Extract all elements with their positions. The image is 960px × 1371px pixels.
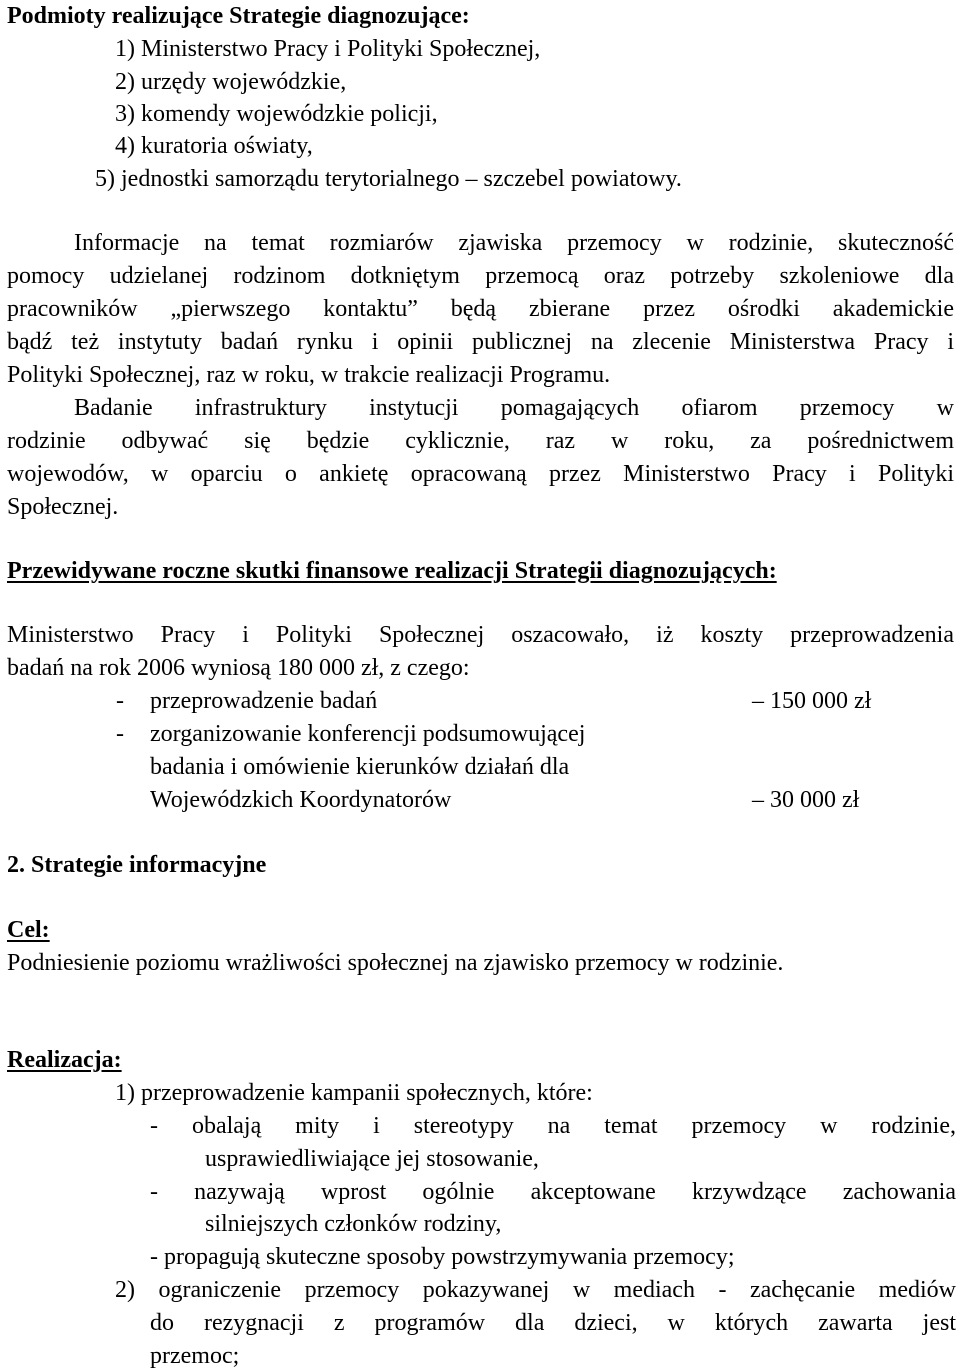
cost-item-dash: - [116,721,124,747]
paragraph-line: rodzinie odbywać się będzie cyklicznie, raz w roku, za pośrednictwem [7,428,954,454]
paragraph-line: Badanie infrastruktury instytucji pomagających ofiarom przemocy w [74,395,954,421]
paragraph-line: bądź też instytuty badań rynku i opinii publicznej na zlecenie Ministerstwa Pracy i [7,329,954,355]
list-item-continuation: przemoc; [150,1343,240,1369]
goal-text: Podniesienie poziomu wrażliwości społecznej na zjawisko przemocy w rodzinie. [7,950,784,976]
paragraph-line: pracowników „pierwszego kontaktu” będą zbierane przez ośrodki akademickie [7,296,954,322]
sub-list-item: usprawiedliwiające jej stosowanie, [205,1146,539,1172]
list-item-continuation: do rezygnacji z programów dla dzieci, w których zawarta jest [150,1310,956,1336]
cost-item-label: przeprowadzenie badań [150,688,378,714]
list-item: 2) urzędy wojewódzkie, [115,69,347,95]
cost-item-dash: - [116,688,124,714]
goal-label: Cel: [7,917,50,943]
paragraph-line: Polityki Społecznej, raz w roku, w trakcie realizacji Programu. [7,362,611,388]
list-item: 1) przeprowadzenie kampanii społecznych, które: [115,1080,593,1106]
realization-label: Realizacja: [7,1047,122,1073]
list-item: 5) jednostki samorządu terytorialnego – szczebel powiatowy. [95,166,682,192]
section-heading-entities: Podmioty realizujące Strategie diagnozujące: [7,3,470,29]
cost-item-amount: – 30 000 zł [752,787,860,813]
list-item: 2) ograniczenie przemocy pokazywanej w mediach - zachęcanie mediów [115,1277,956,1303]
sub-list-item: silniejszych członków rodziny, [205,1211,502,1237]
cost-item-amount: – 150 000 zł [752,688,872,714]
sub-list-item: - propagują skuteczne sposoby powstrzymywania przemocy; [150,1244,735,1270]
cost-item-label: zorganizowanie konferencji podsumowującej [150,721,586,747]
section-heading-info: 2. Strategie informacyjne [7,852,267,878]
list-item: 1) Ministerstwo Pracy i Polityki Społecznej, [115,36,541,62]
cost-item-label: Wojewódzkich Koordynatorów [150,787,452,813]
paragraph-line: badań na rok 2006 wyniosą 180 000 zł, z czego: [7,655,470,681]
paragraph-line: Ministerstwo Pracy i Polityki Społecznej oszacowało, iż koszty przeprowadzenia [7,622,954,648]
paragraph-line: Społecznej. [7,494,119,520]
paragraph-line: wojewodów, w oparciu o ankietę opracowaną przez Ministerstwo Pracy i Polityki [7,461,954,487]
section-heading-finance: Przewidywane roczne skutki finansowe realizacji Strategii diagnozujących: [7,558,777,584]
sub-list-item: - nazywają wprost ogólnie akceptowane krzywdzące zachowania [150,1179,956,1205]
sub-list-item: - obalają mity i stereotypy na temat przemocy w rodzinie, [150,1113,956,1139]
list-item: 3) komendy wojewódzkie policji, [115,101,438,127]
paragraph-line: Informacje na temat rozmiarów zjawiska przemocy w rodzinie, skuteczność [74,230,954,256]
paragraph-line: pomocy udzielanej rodzinom dotkniętym przemocą oraz potrzeby szkoleniowe dla [7,263,954,289]
list-item: 4) kuratoria oświaty, [115,133,313,159]
cost-item-label: badania i omówienie kierunków działań dla [150,754,570,780]
